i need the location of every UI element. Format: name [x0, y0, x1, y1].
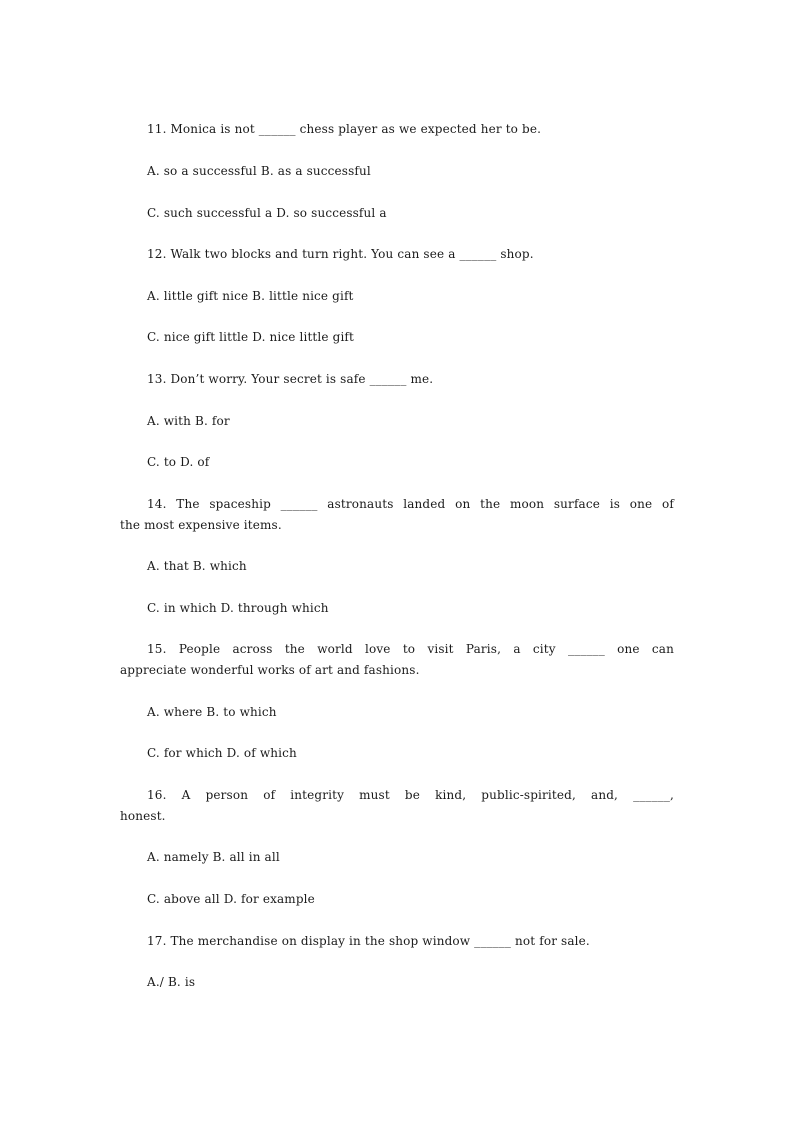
question-17-stem: 17. The merchandise on display in the shop window ______ not for sale. — [147, 934, 590, 948]
question-13-options-ab: A. with B. for — [147, 414, 230, 428]
question-16-options-cd: C. above all D. for example — [147, 892, 315, 906]
question-12-options-cd: C. nice gift little D. nice little gift — [147, 330, 354, 344]
question-15-options-ab: A. where B. to which — [147, 705, 277, 719]
question-14-stem-line-1: 14. The spaceship ______ astronauts landed on the moon surface is one of — [147, 497, 674, 511]
question-13-stem: 13. Don’t worry. Your secret is safe ______ me. — [147, 372, 434, 386]
question-16-stem-line-1: 16. A person of integrity must be kind, public-spirited, and, ______, — [147, 788, 674, 802]
question-16-stem-line-2: honest. — [120, 809, 166, 823]
question-12-options-ab: A. little gift nice B. little nice gift — [147, 289, 354, 303]
question-14-options-cd: C. in which D. through which — [147, 601, 329, 615]
question-11-options-cd: C. such successful a D. so successful a — [147, 206, 387, 220]
question-14-stem-line-2: the most expensive items. — [120, 518, 282, 532]
question-17-options-ab: A./ B. is — [147, 975, 196, 989]
question-13-options-cd: C. to D. of — [147, 455, 210, 469]
question-16-options-ab: A. namely B. all in all — [147, 850, 280, 864]
question-15-stem-line-2: appreciate wonderful works of art and fashions. — [120, 663, 420, 677]
question-12-stem: 12. Walk two blocks and turn right. You can see a ______ shop. — [147, 247, 534, 261]
question-14-options-ab: A. that B. which — [147, 559, 247, 573]
question-15-options-cd: C. for which D. of which — [147, 746, 297, 760]
question-11-stem: 11. Monica is not ______ chess player as we expected her to be. — [147, 122, 542, 136]
question-11-options-ab: A. so a successful B. as a successful — [147, 164, 371, 178]
question-15-stem-line-1: 15. People across the world love to visit Paris, a city ______ one can — [147, 642, 674, 656]
